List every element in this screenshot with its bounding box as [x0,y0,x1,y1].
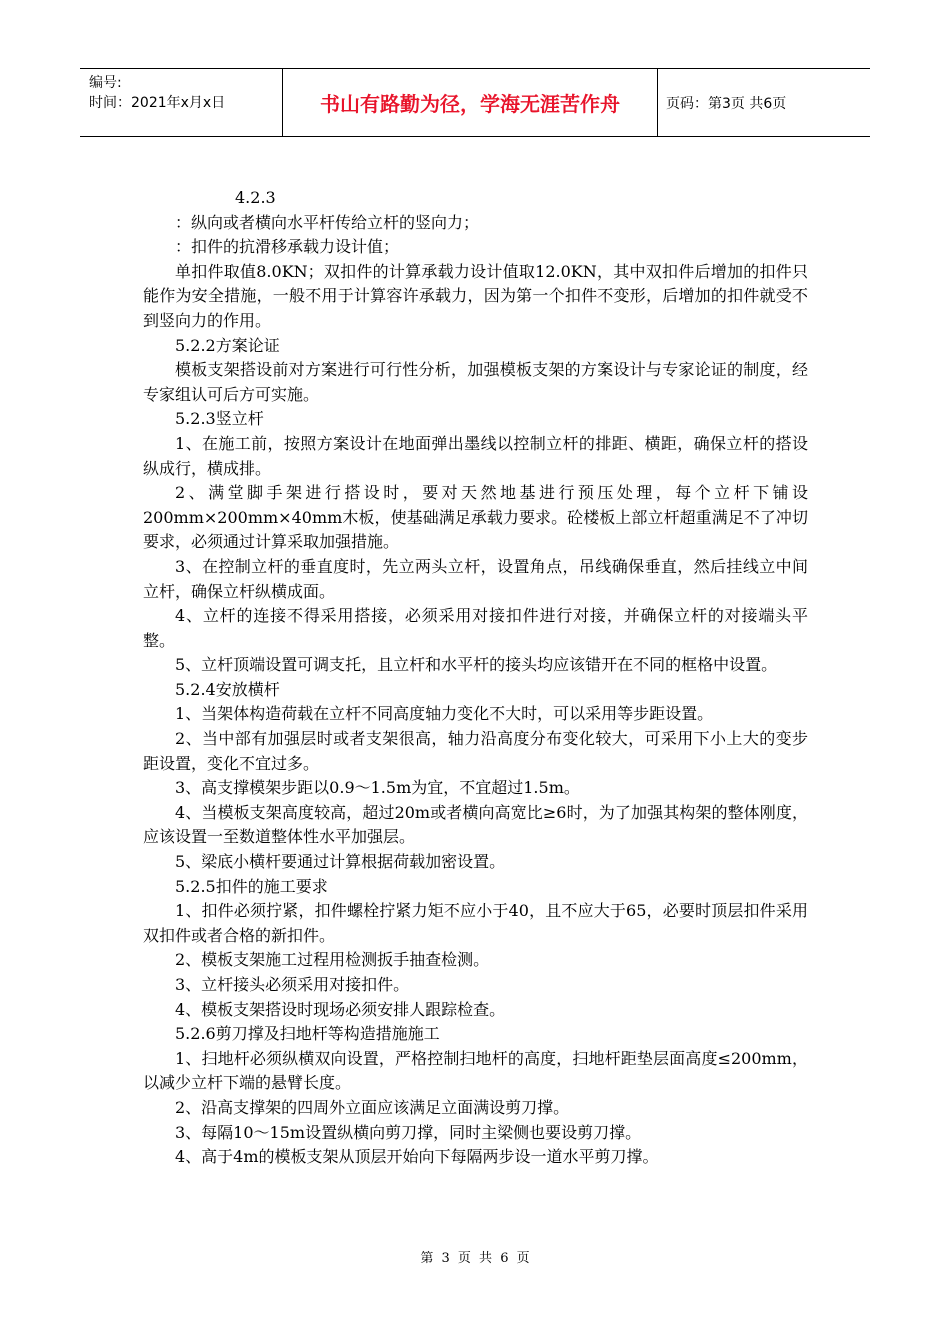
paragraph: 1、扣件必须拧紧，扣件螺栓拧紧力矩不应小于40，且不应大于65，必要时顶层扣件采用双扣件或者合格的新扣件。 [143,901,808,945]
paragraph: 4、模板支架搭设时现场必须安排人跟踪检查。 [175,999,506,1019]
header-motto: 书山有路勤为径，学海无涯苦作舟 [283,69,658,136]
paragraph: 1、在施工前，按照方案设计在地面弹出墨线以控制立杆的排距、横距，确保立杆的搭设纵成行，横成排。 [143,433,808,478]
paragraph: ：纵向或者横向水平杆传给立杆的竖向力； [175,212,480,232]
section-heading: 5.2.2方案论证 [175,335,280,355]
paragraph: 4、高于4m的模板支架从顶层开始向下每隔两步设一道水平剪刀撑。 [175,1147,659,1167]
paragraph: 2、满堂脚手架进行搭设时，要对天然地基进行预压处理，每个立杆下铺设200mm×200mm×40mm木板，使基础满足承载力要求。砼楼板上部立杆超重满足不了冲切要求，必须通过计算采取加强措施。 [143,483,808,552]
page-footer: 第 3 页 共 6 页 [420,1251,530,1266]
section-heading: 5.2.4安放横杆 [175,679,280,699]
header-time: 时间：2021年x月x日 [89,95,226,111]
paragraph: 3、每隔10～15m设置纵横向剪刀撑，同时主梁侧也要设剪刀撑。 [175,1122,642,1142]
paragraph: 4、立杆的连接不得采用搭接，必须采用对接扣件进行对接，并确保立杆的对接端头平整。 [143,606,808,650]
paragraph: 1、扫地杆必须纵横双向设置，严格控制扫地杆的高度，扫地杆距垫层面高度≤200mm，以减少立杆下端的悬臂长度。 [143,1048,808,1093]
paragraph: 2、当中部有加强层时或者支架很高，轴力沿高度分布变化较大，可采用下小上大的变步距设置，变化不宜过多。 [143,729,808,773]
paragraph: 模板支架搭设前对方案进行可行性分析，加强模板支架的方案设计与专家论证的制度，经专家组认可后方可实施。 [143,360,808,404]
header-number: 编号: [89,75,122,91]
paragraph: 4.2.3 [235,188,276,207]
paragraph: 2、沿高支撑架的四周外立面应该满足立面满设剪刀撑。 [175,1097,570,1117]
section-heading: 5.2.3竖立杆 [175,409,264,429]
paragraph: 5、立杆顶端设置可调支托，且立杆和水平杆的接头均应该错开在不同的框格中设置。 [175,655,778,675]
section-heading: 5.2.5扣件的施工要求 [175,876,328,896]
header-meta [80,69,283,136]
section-heading: 5.2.6剪刀撑及扫地杆等构造措施施工 [175,1024,440,1044]
paragraph: 2、模板支架施工过程用检测扳手抽查检测。 [175,950,490,970]
paragraph: ：扣件的抗滑移承载力设计值； [175,237,400,257]
paragraph: 3、高支撑模架步距以0.9～1.5m为宜，不宜超过1.5m。 [175,778,580,798]
body-text [143,186,808,1170]
header-page-number: 页码：第3页 共6页 [666,95,787,112]
paragraph: 单扣件取值8.0KN；双扣件的计算承载力设计值取12.0KN，其中双扣件后增加的扣件只能作为安全措施，一般不用于计算容许承载力，因为第一个扣件不变形，后增加的扣件就受不到竖向力的作用。 [143,261,808,330]
paragraph: 3、立杆接头必须采用对接扣件。 [175,975,410,994]
page-header [80,68,870,137]
paragraph: 3、在控制立杆的垂直度时，先立两头立杆，设置角点，吊线确保垂直，然后挂线立中间立杆，确保立杆纵横成面。 [143,556,808,601]
paragraph: 4、当模板支架高度较高，超过20m或者横向高宽比≥6时，为了加强其构架的整体刚度，应该设置一至数道整体性水平加强层。 [143,802,808,847]
paragraph: 1、当架体构造荷载在立杆不同高度轴力变化不大时，可以采用等步距设置。 [175,704,714,724]
paragraph: 5、梁底小横杆要通过计算根据荷载加密设置。 [175,852,506,872]
